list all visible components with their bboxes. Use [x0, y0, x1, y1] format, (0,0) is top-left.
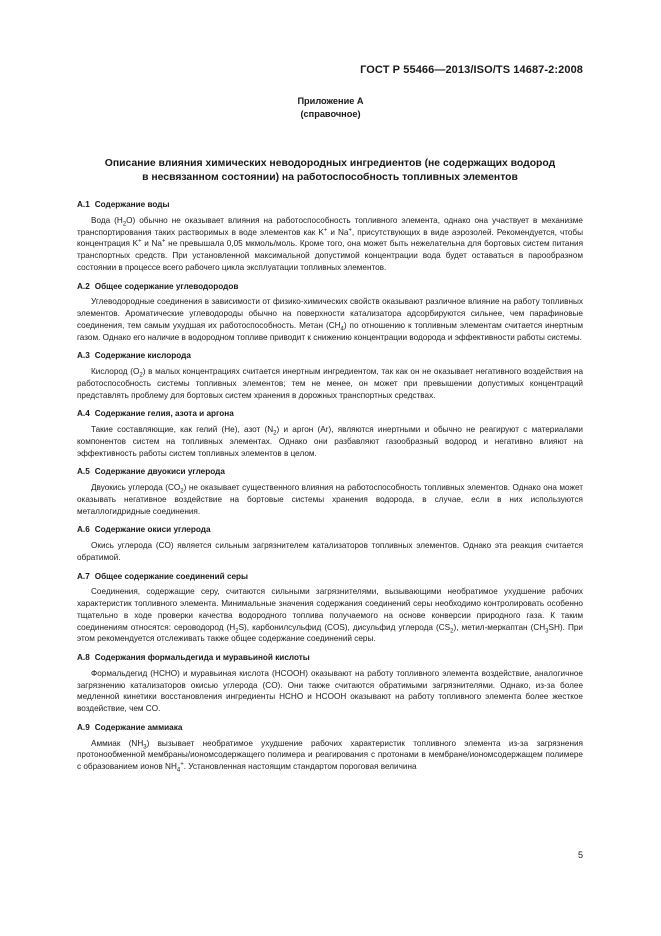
- section-heading: [77, 350, 583, 362]
- section-title: Общее содержание соединений серы: [94, 571, 249, 581]
- section-paragraph: Такие составляющие, как гелий (He), азот $(N_2)$ и аргон (Ar), являются инертными и обычно не реагируют с материалами компонентов систем на топливных элементах. Однако они разбавляют газообразный водород и негативно влияют на эффективность работы систем топливных элементов в целом.: [77, 425, 583, 458]
- section-paragraph: Аммиак $(NH_3)$ вызывает необратимое ухудшение рабочих характеристик топливного элемента из-за загрязнения протонообменной мембраны/иономсодержащего полимера и реагирования с протонами в мембране/иономсодержащем полимере с образованием ионов $NH_4^+$. Установленная настоящим стандартом пороговая величина: [77, 738, 583, 774]
- document-title: [60, 157, 600, 185]
- section-title: Содержание аммиака: [94, 722, 183, 732]
- section-heading: [77, 524, 583, 536]
- section: [77, 350, 583, 401]
- section-title: Содержание воды: [94, 200, 170, 209]
- section-heading: [77, 722, 583, 734]
- standard-code: ГОСТ Р 55466—2013/ISO/TS 14687-2:2008: [360, 64, 583, 76]
- section-paragraph: Окись углерода (CO) является сильным загрязнителем катализаторов топливных элементов. Однако эта реакция считается обратимой.: [77, 541, 583, 562]
- annex-body: [77, 199, 583, 780]
- document-title-line-1: Описание влияния химических неводородных ингредиентов (не содержащих водород: [104, 158, 556, 169]
- section-number: А.3: [77, 351, 90, 361]
- section-title: Содержание гелия, азота и аргона: [94, 409, 234, 419]
- section: [77, 652, 583, 715]
- section-number: А.9: [77, 722, 90, 732]
- section: [77, 281, 583, 344]
- document-title-line-2: в несвязанном состоянии) на работоспособность топливных элементов: [142, 172, 518, 183]
- section-paragraph: Кислород $(O_2)$ в малых концентрациях считается инертным ингредиентом, так как он не оказывает негативного воздействия на работоспособность системы топливных элементов; тем не менее, он может при превышении допустимых концентраций представлять проблему для бортовых систем хранения в дорожных транспортных средствах.: [77, 367, 583, 400]
- section-number: А.7: [77, 571, 90, 581]
- section-heading: [77, 466, 583, 478]
- page-number: 5: [577, 850, 583, 860]
- section-paragraph: Соединения, содержащие серу, считаются сильными загрязнителями, вызывающими необратимое ухудшение рабочих характеристик топливного элемента. Минимальные значения содержания соединений серы необходимо контролировать особенно тщательно в ходе проверки качества водородного топлива получаемого на основе конверсии природного газа. К таким соединениям относятся: сероводород $(H_2S)$, карбонилсульфид (COS), дисульфид углерода $(CS_2)$, метил-меркаптан $(CH_3SH)$. При этом рекомендуется отслеживать также общее содержание соединений серы.: [77, 587, 583, 644]
- section-title: Содержание кислорода: [94, 351, 191, 361]
- section-heading: [77, 408, 583, 420]
- section-title: Содержание окиси углерода: [94, 525, 211, 535]
- section-heading: [77, 199, 583, 211]
- section-number: А.4: [77, 409, 90, 419]
- section-paragraph: Двуокись углерода $(CO_2)$ не оказывает существенного влияния на работоспособность топливных элементов. Однако она может оказывать негативное воздействие на бортовые системы хранения водорода, в случае, если в них используются металлогидридные соединения.: [77, 483, 583, 516]
- section-paragraph: Формальдегид (HCHO) и муравьиная кислота (HCOOH) оказывают на работу топливного элемента воздействие, аналогичное загрязнению катализаторов окисью углерода (CO). Они также считаются обратимыми загрязнителями. Однако, из-за более медленной кинетики восстановления ингредиенты HCHO и HCOOH оказывают на работу топливного элемента более жесткое воздействие, чем CO.: [77, 668, 583, 713]
- section-number: А.2: [77, 281, 90, 291]
- section: [77, 571, 583, 646]
- annex-title: Приложение А: [297, 96, 364, 106]
- section: [77, 199, 583, 274]
- section-title: Содержание двуокиси углерода: [94, 467, 225, 477]
- section-heading: [77, 281, 583, 293]
- section-title: Содержания формальдегида и муравьиной кислоты: [94, 653, 310, 662]
- section-heading: [77, 571, 583, 583]
- section-number: А.8: [77, 653, 90, 662]
- section: [77, 722, 583, 773]
- annex-type: (справочное): [300, 109, 361, 119]
- section-title: Общее содержание углеводородов: [94, 281, 239, 291]
- section: [77, 524, 583, 563]
- section-number: А.5: [77, 467, 90, 477]
- section-paragraph: Вода $(H_2O)$ обычно не оказывает влияния на работоспособность топливного элемента, однако она участвует в механизме транспортирования таких растворимых в воде элементов как K+ и Na+, присутствующих в виде аэрозолей. Рекомендуется, чтобы концентрация K+ и Na+ не превышала 0,05 мкмоль/моль. Кроме того, она может быть нежелательна для бортовых систем питания транспортных средств. При установленной максимальной допустимой концентрации вода будет оставаться в парообразном состоянии в процессе всего рабочего цикла эксплуатации топливных элементов.: [77, 215, 584, 272]
- section: [77, 408, 583, 459]
- section-heading: [77, 652, 583, 664]
- section: [77, 466, 583, 517]
- section-number: А.6: [77, 525, 90, 535]
- section-number: А.1: [77, 200, 90, 209]
- section-paragraph: Углеводородные соединения в зависимости от физико-химических свойств оказывают различное влияние на работу топливных элементов. Ароматические углеводороды обычно на поверхности катализатора адсорбируются сильнее, чем парафиновые соединения, тем самым ухудшая их работоспособность. Метан $(CH_4)$ по отношению к топливным элементам считается инертным газом. Однако его наличие в водородном топливе приводит к снижению концентрации водорода и эффективности работы системы.: [77, 297, 583, 342]
